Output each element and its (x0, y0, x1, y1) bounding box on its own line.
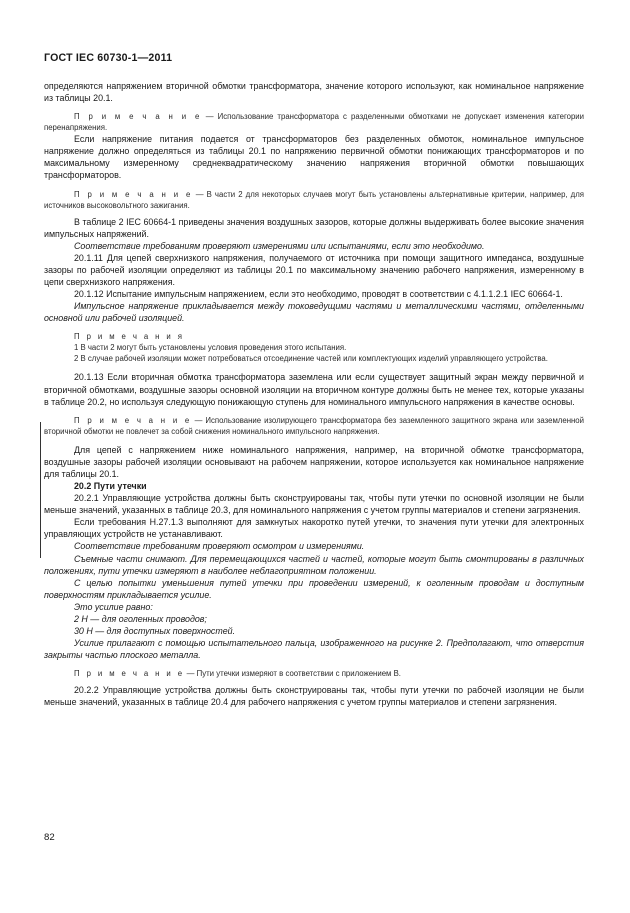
clause-20-2-1: 20.2.1 Управляющие устройства должны быть сконструированы так, чтобы пути утечки по основной изоляции не были меньше значений, указанных в таблице 20.3, для номинального напряжения с учетом группы материалов и степени загрязнения. (44, 493, 584, 516)
note-label: П р и м е ч а н и е (74, 189, 193, 199)
paragraph-italic: Усилие прилагают с помощью испытательного пальца, изображенного на рисунке 2. Предполагают, что отверстия закрыты частью плоского металла. (44, 638, 584, 661)
note-item-2: 2 В случае рабочей изоляции может потребоваться отсоединение частей или комплектующих изделий управляющего устройства. (74, 354, 548, 364)
paragraph: Если требования H.27.1.3 выполняют для замкнутых накоротко путей утечки, то значения пути утечки для электронных управляющих устройств не устанавливают. (44, 517, 584, 540)
clause-20-1-12: 20.1.12 Испытание импульсным напряжением, если это необходимо, проводят в соответствии с 4.1.1.2.1 IEC 60664-1. (74, 289, 563, 300)
paragraph-italic: Импульсное напряжение прикладывается между токоведущими частями и металлическими частями, отделенными основной или рабочей изоляцией. (44, 301, 584, 324)
note-label: П р и м е ч а н и е (74, 669, 185, 679)
note (44, 189, 584, 211)
note-label: П р и м е ч а н и е (74, 415, 192, 425)
note (44, 111, 584, 133)
note-text: — Использование трансформатора с разделенными обмотками не допускает изменения категории перенапряжения. (44, 112, 585, 133)
clause-20-1-13: 20.1.13 Если вторичная обмотка трансформатора заземлена или если существует защитный экран между первичной и вторичной обмотками, воздушные зазоры основной изоляции на вторичном контуре должны быть не менее тех, которые указаны в таблице 20.2, но используя следующую понижающую ступень для номинального импульсного напряжения в качестве основы. (44, 372, 584, 407)
note-text: — В части 2 для некоторых случаев могут быть установлены альтернативные критерии, например, для источников высоковольтного зажигания. (44, 189, 585, 210)
notes-heading: П р и м е ч а н и я (74, 332, 185, 342)
note (44, 415, 584, 437)
page-body (44, 80, 584, 709)
note-text: — Пути утечки измеряют в соответствии с приложением В. (184, 669, 401, 679)
list-item: 30 Н — для доступных поверхностей. (74, 626, 236, 637)
clause-20-2-2: 20.2.2 Управляющие устройства должны быть сконструированы так, чтобы пути утечки по рабочей изоляции не были меньше значений, указанных в таблице 20.4 для рабочего напряжения с учетом группы материалов и степени загрязнения. (44, 685, 584, 708)
clause-20-1-11: 20.1.11 Для цепей сверхнизкого напряжения, получаемого от источника при помощи защитного импеданса, воздушные зазоры по рабочей изоляции определяют из таблицы 20.1 по максимальному значению рабочего напряжения, измеренному в цепи сверхнизкого напряжения. (44, 252, 584, 288)
note (44, 668, 584, 679)
paragraph: определяются напряжением вторичной обмотки трансформатора, значение которого используют, как номинальное напряжение из таблицы 20.1. (44, 81, 584, 104)
paragraph: В таблице 2 IEC 60664-1 приведены значения воздушных зазоров, которые должны выдерживать более высокие значения импульсных напряжений. (44, 216, 584, 239)
paragraph-italic: Съемные части снимают. Для перемещающихся частей и частей, которые могут быть смонтированы в различных положениях, пути утечки измеряют в наиболее неблагоприятном положении. (44, 553, 584, 576)
paragraph: Для цепей с напряжением ниже номинального напряжения, например, на вторичной обмотке трансформатора, воздушные зазоры рабочей изоляции основывают на рабочем напряжении, которое используется как номинальное напряжение для таблицы 20.1. (44, 444, 584, 479)
paragraph: Если напряжение питания подается от трансформаторов без разделенных обмоток, номинальное импульсное напряжение должно определяться из таблицы 20.1 по напряжению первичной обмотки понижающих трансформаторов и по максимальному измеренному среднеквадратическому значению напряжения вторичной обмотки повышающих трансформаторов. (44, 134, 584, 181)
change-bar (40, 422, 41, 558)
compliance-text: Соответствие требованиям проверяют осмотром и измерениями. (74, 541, 365, 552)
paragraph-italic: Это усилие равно: (74, 601, 153, 612)
list-item: 2 Н — для оголенных проводов; (74, 614, 207, 624)
section-heading: 20.2 Пути утечки (74, 480, 147, 491)
page-number: 82 (44, 832, 55, 843)
note-item-1: 1 В части 2 могут быть установлены условия проведения этого испытания. (74, 343, 347, 353)
note-text: — Использование изолирующего трансформатора без заземленного защитного экрана или заземленной вторичной обмотки не повлечет за собой снижения номинального импульсного напряжения. (44, 415, 584, 436)
document-header: ГОСТ IEC 60730-1—2011 (44, 52, 173, 64)
note-label: П р и м е ч а н и е (74, 112, 202, 122)
paragraph-italic: С целью попытки уменьшения путей утечки при проведении измерений, к оголенным проводам и доступным поверхностям прикладывается усилие. (44, 577, 584, 600)
compliance-text: Соответствие требованиям проверяют измерениями или испытаниями, если это необходимо. (74, 240, 485, 251)
